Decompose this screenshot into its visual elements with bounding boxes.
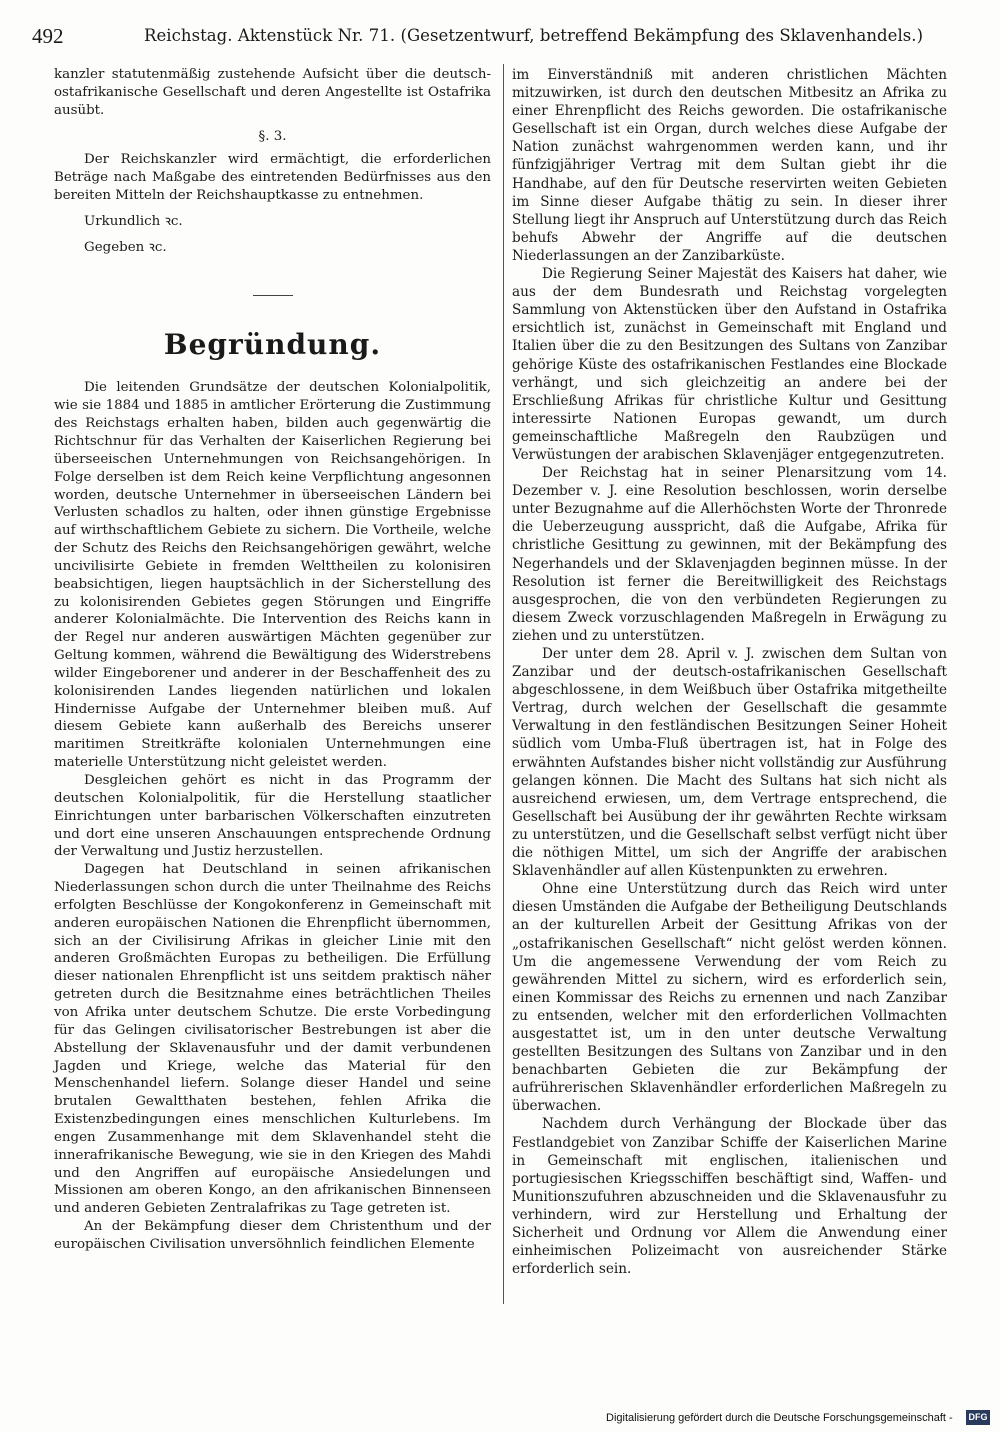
column-divider	[503, 64, 504, 1304]
page-number: 492	[32, 24, 64, 48]
body-paragraph: Desgleichen gehört es nicht in das Programm der deutschen Kolonialpolitik, für die Herstellung staatlicher Einrichtungen unter barbarischen Völkerschaften einzutreten und dort eine unseren Anschauungen entsprechende Ordnung der Verwaltung und Justiz herzustellen.	[54, 773, 491, 860]
running-title: Reichstag. Aktenstück Nr. 71. (Gesetzentwurf, betreffend Bekämpfung des Sklavenhandels.)	[144, 26, 924, 45]
body-paragraph: Nachdem durch Verhängung der Blockade über das Festlandgebiet von Zanzibar Schiffe der Kaiserlichen Marine in Gemeinschaft mit englischen, italienischen und portugiesischen Kriegsschiffen beschäftigt sind, Waffen- und Munitionszufuhren abzuschneiden und die Sklavenausfuhr zu verhindern, wird zur Herstellung und Erhaltung der Sicherheit und Ordnung vor Allem die Anwendung einer einheimischen Polizeimacht von ausreichender Stärke erforderlich sein.	[512, 1116, 947, 1278]
closing-formula-1: Urkundlich ꝛc.	[84, 213, 183, 229]
footer-credit: Digitalisierung gefördert durch die Deutsche Forschungsgemeinschaft -	[606, 1412, 953, 1424]
left-column	[54, 66, 491, 1254]
section-mark: §. 3.	[258, 128, 287, 144]
body-paragraph: Der unter dem 28. April v. J. zwischen dem Sultan von Zanzibar und der deutsch-ostafrikanischen Gesellschaft abgeschlossene, in dem Weißbuch über Ostafrika mitgetheilte Vertrag, durch welchen der Gesellschaft die gesammte Verwaltung in den festländischen Besitzungen Seiner Hoheit südlich vom Umba-Fluß übertragen ist, hat in Folge des erwähnten Aufstandes bisher nicht vollständig zur Ausführung gelangen können. Die Macht des Sultans hat sich nicht als ausreichend erwiesen, um, dem Vertrage entsprechend, die Gesellschaft bei Ausübung der ihr gewährten Rechte wirksam zu unterstützen, und die Gesellschaft selbst verfügt nicht über die nöthigen Mittel, um sich der Angriffe der arabischen Sklavenhändler auf allen Küstenpunkten zu erwehren.	[512, 646, 947, 880]
body-paragraph: im Einverständniß mit anderen christlichen Mächten mitzuwirken, ist durch den deutschen Mitbesitz an Afrika zu einer Ehrenpflicht des Reichs geworden. Die ostafrikanische Gesellschaft ist ein Organ, durch welches diese Aufgabe der Nation zunächst wahrgenommen werden kann, und ihr fünfzigjähriger Vertrag mit dem Sultan giebt ihr die Handhabe, auf den für Deutsche reservirten weiten Gebieten im Sinne dieser Aufgabe thätig zu sein. In dieser ihrer Stellung liegt ihr Anspruch auf Unterstützung durch das Reich behufs Abwehr der Angriffe auf die deutschen Niederlassungen an der Zanzibarküste.	[512, 67, 947, 264]
body-paragraph: An der Bekämpfung dieser dem Christenthum und der europäischen Civilisation unversöhnlich feindlichen Elemente	[54, 1219, 491, 1252]
separator-dash	[253, 295, 293, 296]
section-heading: Begründung.	[163, 327, 382, 361]
body-paragraph: Dagegen hat Deutschland in seinen afrikanischen Niederlassungen schon durch die unter Theilnahme des Reichs erfolgten Beschlüsse der Kongokonferenz in Gemeinschaft mit anderen europäischen Nationen die Ehrenpflicht übernommen, sich an der Civilisirung Afrikas in gleicher Linie mit den anderen Großmächten Europas zu betheiligen. Die Erfüllung dieser nationalen Ehrenpflicht ist uns seitdem praktisch näher getreten durch die Besitznahme eines beträchtlichen Theiles von Afrika unter deutschem Schutze. Die erste Vorbedingung für das Gelingen civilisatorischer Bestrebungen ist aber die Abstellung der Sklavenausfuhr und der damit verbundenen Jagden und Kriege, welche das Material für den Menschenhandel liefern. Solange dieser Handel und seine brutalen Gewaltthaten bestehen, fehlen Afrika die Existenzbedingungen eines menschlichen Kulturlebens. Im engen Zusammenhange mit dem Sklavenhandel steht die innerafrikanische Bewegung, wie sie in den Kriegen des Mahdi und den Angriffen auf europäische Ansiedelungen und Missionen am oberen Kongo, an den afrikanischen Binnenseen und anderen Gebieten Zentralafrikas zu Tage getreten ist.	[54, 862, 491, 1217]
continued-text: kanzler statutenmäßig zustehende Aufsicht über die deutsch-ostafrikanische Gesellschaft und deren Angestellte ist Ostafrika ausübt.	[54, 67, 491, 118]
page-header	[28, 20, 978, 54]
body-paragraph: Die leitenden Grundsätze der deutschen Kolonialpolitik, wie sie 1884 und 1885 in amtlicher Erörterung die Zustimmung des Reichstags erhalten haben, bilden auch gegenwärtig die Richtschnur für das Verhalten der Kaiserlichen Regierung bei überseeischen Unternehmungen von Reichsangehörigen. In Folge derselben ist dem Reich keine Verpflichtung angesonnen worden, deutsche Unternehmer in überseeischen Ländern bei Verlusten schadlos zu halten, oder ihnen günstige Ergebnisse auf wirthschaftlichem Gebiete zu sichern. Die Vortheile, welche der Schutz des Reichs den Reichsangehörigen gewährt, welche uncivilisirte Gebiete in fremden Welttheilen zu kolonisiren beabsichtigen, liegen hauptsächlich in der Sicherstellung des zu kolonisirenden Gebietes gegen Störungen und Eingriffe anderer Kolonialmächte. Die Intervention des Reichs kann in der Regel nur anderen auswärtigen Mächten gegenüber zur Geltung kommen, während die Bewältigung des Widerstrebens wilder Eingeborener und anderer in der Beschaffenheit des zu kolonisirenden Landes liegenden natürlichen und lokalen Hindernisse Aufgabe der Unternehmer bleiben muß. Auf diesem Gebiete kann außerhalb des Bereichs unserer maritimen Streitkräfte kolonialen Unternehmungen eine materielle Unterstützung nicht geleistet werden.	[54, 380, 491, 771]
body-paragraph: Der Reichstag hat in seiner Plenarsitzung vom 14. Dezember v. J. eine Resolution beschlossen, worin derselbe unter Bezugnahme auf die Allerhöchsten Worte der Thronrede die Ueberzeugung ausspricht, daß die Aufgabe, Afrika für christliche Gesittung zu gewinnen, mit der Bekämpfung des Negerhandels und der Sklavenjagden beginnen müsse. In der Resolution ist ferner die Bereitwilligkeit des Reichstags ausgesprochen, die von den verbündeten Regierungen zu diesem Zweck vorzuschlagenden Maßregeln in Erwägung zu ziehen und zu unterstützen.	[512, 465, 947, 644]
dfg-logo-icon: DFG	[966, 1410, 990, 1425]
digitization-footer	[600, 1408, 990, 1430]
body-paragraph: Die Regierung Seiner Majestät des Kaisers hat daher, wie aus der dem Bundesrath und Reichstag vorgelegten Sammlung von Aktenstücken über den Aufstand in Ostafrika ersichtlich ist, zunächst in Gemeinschaft mit England und Italien über die zu den Besitzungen des Sultans von Zanzibar gehörige Küste des ostafrikanischen Festlandes eine Blockade verhängt, und sich gleichzeitig an andere bei der Erschließung Afrikas für christliche Kultur und Gesittung interessirte Nationen Europas gewandt, um durch gemeinschaftliche Maßregeln den Raubzügen und Verwüstungen der arabischen Sklavenjäger entgegenzutreten.	[512, 266, 947, 463]
closing-formula-2: Gegeben ꝛc.	[84, 239, 167, 255]
right-column	[512, 66, 947, 1278]
body-paragraph: Ohne eine Unterstützung durch das Reich wird unter diesen Umständen die Aufgabe der Betheiligung Deutschlands an der kulturellen Arbeit der Gesittung Afrikas von der „ostafrikanischen Gesellschaft“ nicht gelöst werden können. Um die angemessene Verwendung der vom Reich zu gewährenden Mittel zu sichern, wird es erforderlich sein, einen Kommissar des Reichs zu ernennen und nach Zanzibar zu entsenden, welcher mit den erforderlichen Vollmachten ausgestattet ist, um in den unter deutsche Verwaltung gestellten Besitzungen des Sultans von Zanzibar und in den benachbarten Gebieten die zur Bekämpfung der aufrührerischen Sklavenhändler erforderlichen Maßregeln zu überwachen.	[512, 881, 947, 1115]
section-text: Der Reichskanzler wird ermächtigt, die erforderlichen Beträge nach Maßgabe des eintretenden Bedürfnisses aus den bereiten Mitteln der Reichshauptkasse zu entnehmen.	[54, 152, 491, 204]
